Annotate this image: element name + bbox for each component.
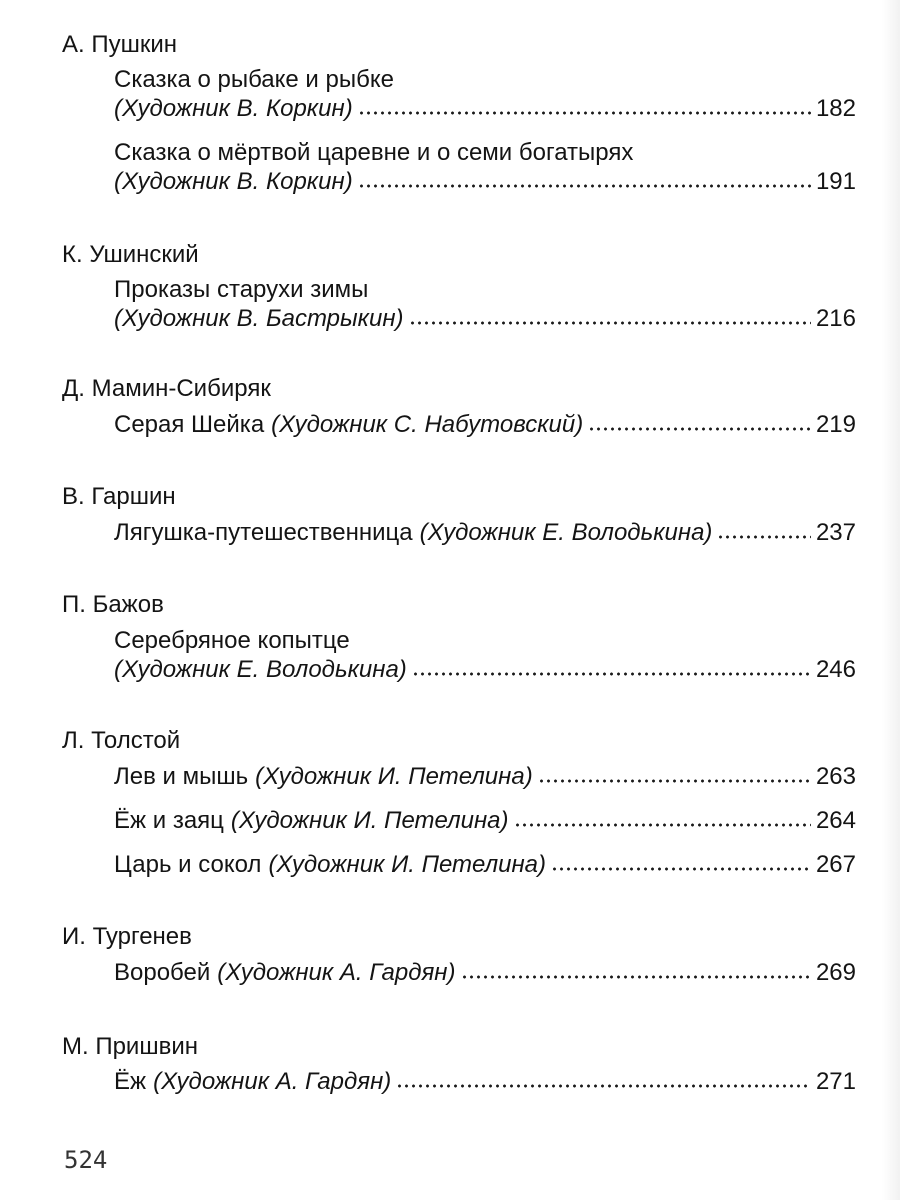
work-title: Серая Шейка <box>114 411 265 438</box>
toc-entry-serebryanoe-kopyttse[interactable] <box>114 656 856 684</box>
toc-entry-ezh[interactable] <box>114 1068 856 1096</box>
page-reference: 191 <box>815 168 856 195</box>
dot-leader <box>717 535 811 539</box>
toc-entry-tsar-i-sokol[interactable] <box>114 851 856 879</box>
work-title-mertvaya-tsarevna: Сказка о мёртвой царевне и о семи богатырях <box>114 139 634 166</box>
toc-entry-lev-i-mysh[interactable] <box>114 763 856 791</box>
toc-entry-mertvaya-tsarevna[interactable] <box>114 168 856 196</box>
illustrator-credit: (Художник А. Гардян) <box>153 1068 392 1095</box>
author-garshin: В. Гаршин <box>62 483 176 510</box>
illustrator-credit: (Художник В. Коркин) <box>114 95 353 122</box>
work-title: Лягушка-путешественница <box>114 519 413 546</box>
page-reference: 271 <box>815 1068 856 1095</box>
page-reference: 264 <box>815 807 856 834</box>
illustrator-credit: (Художник С. Набутовский) <box>271 411 584 438</box>
page-number: 524 <box>64 1146 108 1174</box>
dot-leader <box>514 823 811 827</box>
illustrator-credit: (Художник Е. Володькина) <box>114 656 407 683</box>
author-turgenev: И. Тургенев <box>62 923 192 950</box>
illustrator-credit: (Художник А. Гардян) <box>217 959 456 986</box>
dot-leader <box>588 427 811 431</box>
work-title-skazka-o-rybake: Сказка о рыбаке и рыбке <box>114 66 394 93</box>
page-reference: 246 <box>815 656 856 683</box>
dot-leader <box>551 867 811 871</box>
author-pushkin: А. Пушкин <box>62 31 178 58</box>
dot-leader <box>358 111 811 115</box>
work-title: Ёж <box>114 1068 147 1095</box>
author-prishvin: М. Пришвин <box>62 1033 198 1060</box>
dot-leader <box>412 672 811 676</box>
toc-entry-lyagushka-puteshestvennitsa[interactable] <box>114 519 856 547</box>
dot-leader <box>396 1084 811 1088</box>
illustrator-credit: (Художник В. Коркин) <box>114 168 353 195</box>
work-title: Воробей <box>114 959 211 986</box>
toc-entry-ezh-i-zayats[interactable] <box>114 807 856 835</box>
page-reference: 216 <box>815 305 856 332</box>
work-title: Ёж и заяц <box>114 807 224 834</box>
author-bazhov: П. Бажов <box>62 591 164 618</box>
illustrator-credit: (Художник И. Петелина) <box>268 851 547 878</box>
page-reference: 269 <box>815 959 856 986</box>
illustrator-credit: (Художник И. Петелина) <box>230 807 509 834</box>
dot-leader <box>358 184 811 188</box>
dot-leader <box>538 779 811 783</box>
work-title: Лев и мышь <box>114 763 249 790</box>
illustrator-credit: (Художник И. Петелина) <box>255 763 533 790</box>
page-reference: 182 <box>815 95 856 122</box>
work-title-serebryanoe-kopyttse: Серебряное копытце <box>114 627 350 654</box>
page-reference: 219 <box>815 411 856 438</box>
illustrator-credit: (Художник Е. Володькина) <box>419 519 713 546</box>
toc-entry-skazka-o-rybake[interactable] <box>114 95 856 123</box>
illustrator-credit: (Художник В. Бастрыкин) <box>114 305 404 332</box>
page-reference: 237 <box>815 519 856 546</box>
dot-leader <box>409 321 811 325</box>
page-edge-shadow <box>882 0 900 1200</box>
work-title-prokazy-staruhi-zimy: Проказы старухи зимы <box>114 276 369 303</box>
page-reference: 267 <box>815 851 856 878</box>
author-mamin-sibiryak: Д. Мамин-Сибиряк <box>62 375 271 402</box>
dot-leader <box>461 975 811 979</box>
toc-entry-vorobey[interactable] <box>114 959 856 987</box>
work-title: Царь и сокол <box>114 851 262 878</box>
page-reference: 263 <box>815 763 856 790</box>
author-tolstoy: Л. Толстой <box>62 727 181 754</box>
toc-entry-prokazy-staruhi-zimy[interactable] <box>114 305 856 333</box>
author-ushinsky: К. Ушинский <box>62 241 199 268</box>
toc-entry-seraya-sheyka[interactable] <box>114 411 856 439</box>
